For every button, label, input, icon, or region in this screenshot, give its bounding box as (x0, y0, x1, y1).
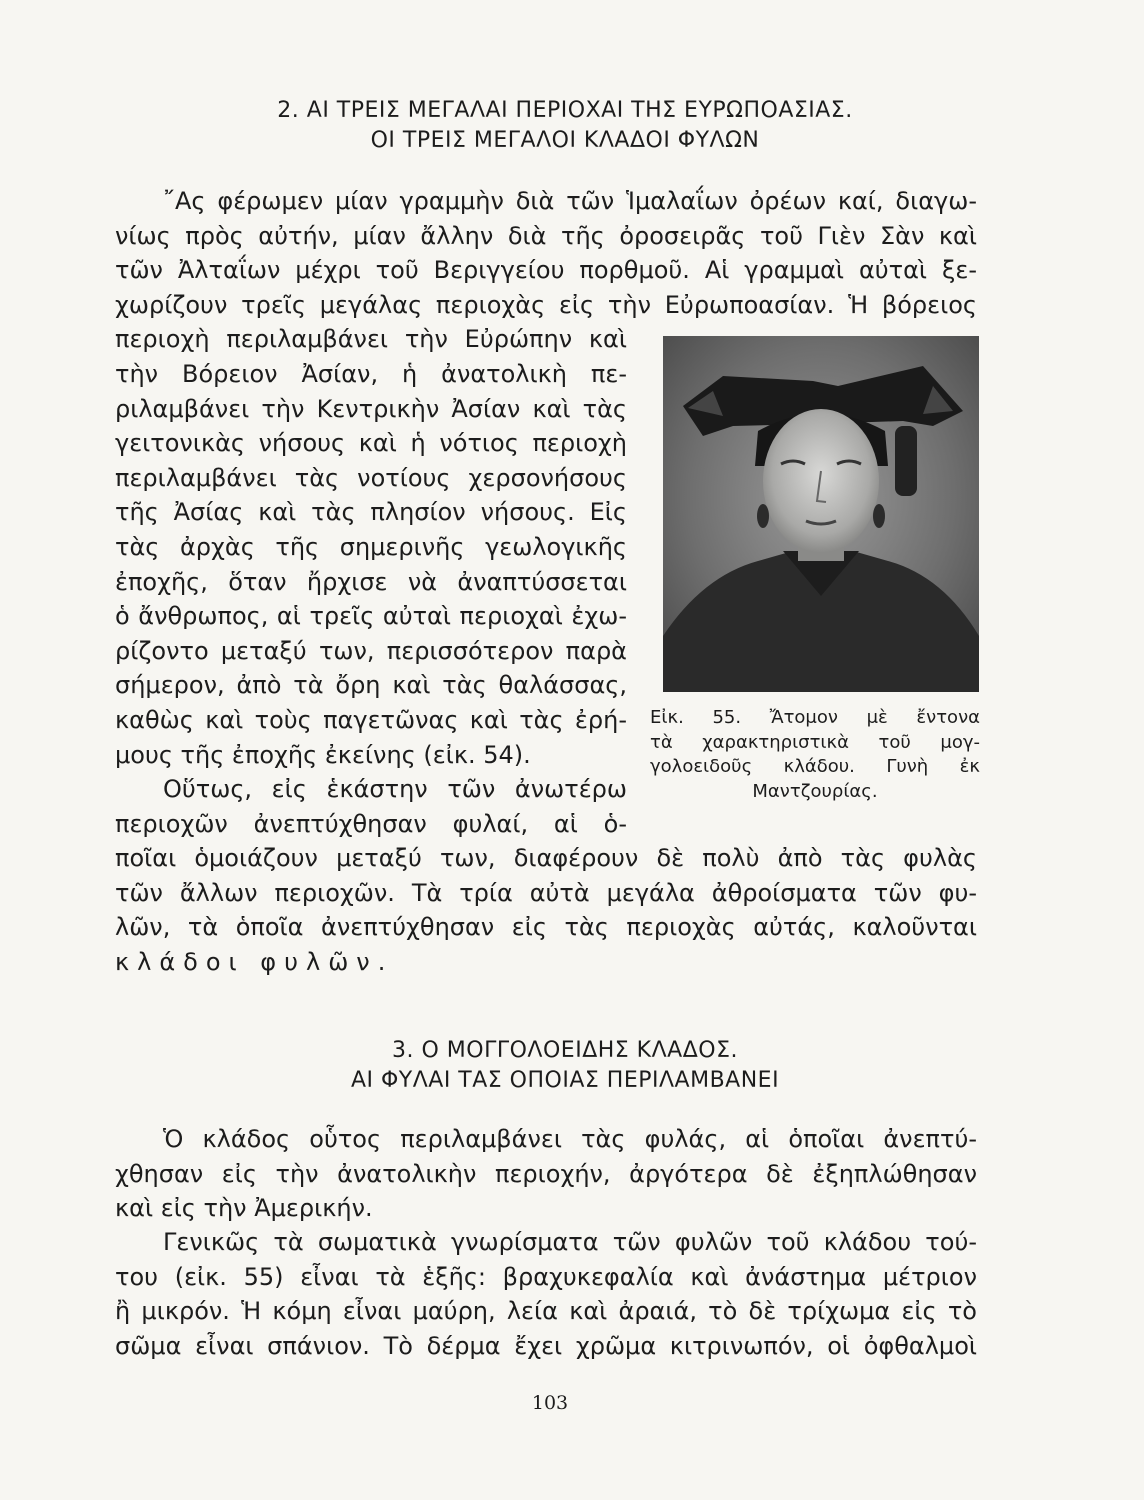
text-line: Γενικῶς τὰ σωματικὰ γνωρίσματα τῶν φυλῶν τοῦ κλάδου τού- (163, 1228, 977, 1256)
text-line: Οὕτως, εἰς ἑκάστην τῶν ἀνωτέρω (163, 775, 627, 804)
text-line: καὶ εἰς τὴν Ἀμερικήν. (115, 1194, 373, 1223)
text-line: Ὁ κλάδος οὗτος περιλαμβάνει τὰς φυλάς, αἱ ὁποῖαι ἀνεπτύ- (163, 1125, 977, 1153)
text-line: ποῖαι ὁμοιάζουν μεταξύ των, διαφέρουν δὲ πολὺ ἀπὸ τὰς φυλὰς (115, 844, 977, 873)
text-line: ὁ ἄνθρωπος, αἱ τρεῖς αὐταὶ περιοχαὶ ἐχω- (115, 602, 627, 631)
text-line: σῶμα εἶναι σπάνιον. Τὸ δέρμα ἔχει χρῶμα κιτρινωπόν, οἱ ὀφθαλμοὶ (115, 1331, 977, 1360)
caption-line: γολοειδοῦς κλάδου. Γυνὴ ἐκ (650, 756, 980, 777)
text-line: χωρίζουν τρεῖς μεγάλας περιοχὰς εἰς τὴν Εὐρωποασίαν. Ἡ βόρειος (115, 290, 977, 319)
text-line: ριλαμβάνει τὴν Κεντρικὴν Ἀσίαν καὶ τὰς (115, 394, 627, 423)
text-line: του (εἰκ. 55) εἶναι τὰ ἑξῆς: βραχυκεφαλία καὶ ἀνάστημα μέτριον (115, 1262, 977, 1291)
spaced-term: κλάδοι φυλῶν. (115, 948, 394, 977)
heading-line: 2. ΑΙ ΤΡΕΙΣ ΜΕΓΑΛΑΙ ΠΕΡΙΟΧΑΙ ΤΗΣ ΕΥΡΩΠΟΑΣΙΑΣ. (277, 98, 853, 123)
heading-line: ΑΙ ΦΥΛΑΙ ΤΑΣ ΟΠΟΙΑΣ ΠΕΡΙΛΑΜΒΑΝΕΙ (350, 1068, 780, 1093)
text-line: περιλαμβάνει τὰς νοτίους χερσονήσους (115, 463, 627, 492)
text-line: τὰς ἀρχὰς τῆς σημερινῆς γεωλογικῆς (115, 532, 627, 561)
text-line: τὴν Βόρειον Ἀσίαν, ἡ ἀνατολικὴ πε- (115, 359, 627, 388)
text-line: ἐποχῆς, ὅταν ἤρχισε νὰ ἀναπτύσσεται (115, 567, 627, 596)
section-2-heading (150, 96, 980, 156)
text-line: γειτονικὰς νήσους καὶ ἡ νότιος περιοχὴ (115, 429, 627, 458)
text-line: χθησαν εἰς τὴν ἀνατολικὴν περιοχήν, ἀργότερα δὲ ἐξηπλώθησαν (115, 1159, 977, 1188)
caption-line: τὰ χαρακτηριστικὰ τοῦ μογ- (650, 731, 980, 753)
wrapped-text-block (115, 322, 627, 841)
text-line: τῶν Ἀλταΐων μέχρι τοῦ Βεριγγείου πορθμοῦ. Αἱ γραμμαὶ αὐταὶ ξε- (115, 256, 977, 285)
figure-caption (650, 706, 980, 804)
text-line: ρίζοντο μεταξύ των, περισσότερον παρὰ (115, 636, 627, 665)
text-line: περιοχὴ περιλαμβάνει τὴν Εὐρώπην καὶ (115, 325, 627, 354)
caption-line: Εἰκ. 55. Ἄτομον μὲ ἔντονα (650, 707, 980, 728)
section-3-paragraph-1 (115, 1122, 977, 1226)
text-line: μους τῆς ἐποχῆς ἐκείνης (εἰκ. 54). (115, 740, 531, 769)
text-line: καθὼς καὶ τοὺς παγετῶνας καὶ τὰς ἐρή- (115, 705, 627, 734)
section-3-heading (150, 1036, 980, 1096)
figure-photograph (663, 336, 979, 692)
text-line: ῎Ας φέρωμεν μίαν γραμμὴν διὰ τῶν Ἱμαλαΐων ὀρέων καί, διαγω- (163, 187, 977, 215)
page-number: 103 (531, 1392, 569, 1414)
text-line: τῶν ἄλλων περιοχῶν. Τὰ τρία αὐτὰ μεγάλα ἀθροίσματα τῶν φυ- (115, 878, 977, 907)
section-3-paragraph-2 (115, 1225, 977, 1363)
text-line: νίως πρὸς αὐτήν, μίαν ἄλλην διὰ τῆς ὀροσειρᾶς τοῦ Γιὲν Σὰν καὶ (115, 221, 977, 250)
heading-line: ΟΙ ΤΡΕΙΣ ΜΕΓΑΛΟΙ ΚΛΑΔΟΙ ΦΥΛΩΝ (370, 128, 760, 153)
caption-line: Μαντζουρίας. (752, 780, 878, 802)
text-line: τῆς Ἀσίας καὶ τὰς πλησίον νήσους. Εἰς (115, 498, 627, 527)
woman-portrait-image (663, 336, 979, 692)
heading-line: 3. Ο ΜΟΓΓΟΛΟΕΙΔΗΣ ΚΛΑΔΟΣ. (392, 1038, 738, 1063)
text-line: σήμερον, ἀπὸ τὰ ὄρη καὶ τὰς θαλάσσας, (115, 671, 627, 700)
text-line: περιοχῶν ἀνεπτύχθησαν φυλαί, αἱ ὁ- (115, 809, 627, 838)
text-line: λῶν, τὰ ὁποῖα ἀνεπτύχθησαν εἰς τὰς περιοχὰς αὐτάς, καλοῦνται (115, 913, 977, 942)
text-line: ἢ μικρόν. Ἡ κόμη εἶναι μαύρη, λεία καὶ ἀραιά, τὸ δὲ τρίχωμα εἰς τὸ (115, 1297, 977, 1326)
